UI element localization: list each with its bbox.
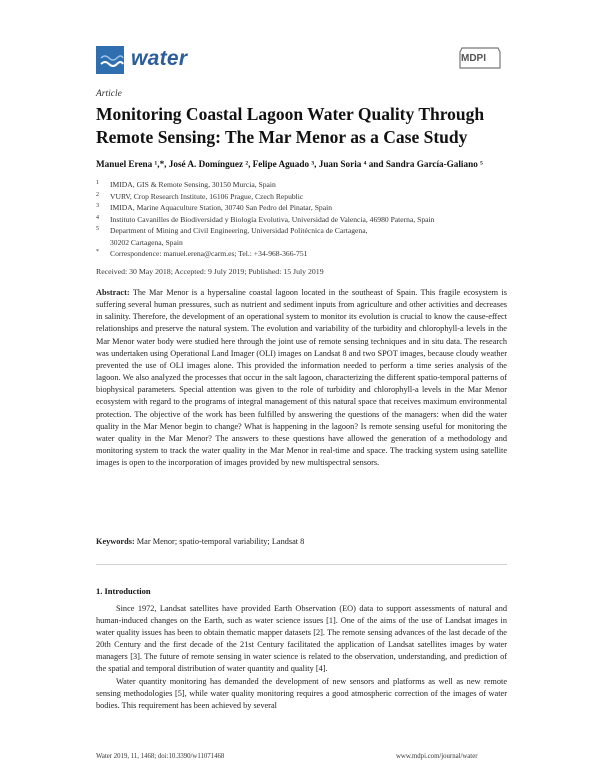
affiliation-text: VURV, Crop Research Institute, 16106 Prague, Czech Republic: [110, 191, 304, 201]
abstract-label: Abstract:: [96, 288, 130, 297]
section-divider: [96, 564, 507, 565]
affiliation-number: 4: [96, 214, 99, 221]
affiliation-number: 2: [96, 191, 99, 198]
publication-dates: Received: 30 May 2018; Accepted: 9 July 2019; Published: 15 July 2019: [96, 267, 324, 276]
affiliation-number: 1: [96, 180, 99, 186]
paragraph: Since 1972, Landsat satellites have provided Earth Observation (EO) data to support assessments of natural and human-induced changes on the Earth, such as water science issues [1]. One of the aims of the use of Landsat images in water quality issues has been to obtain thematic mapper datasets [2]. The remote sensing advances of the last decade of the 20th Century and the first decade of the 21st Century facilitated the application of Landsat satellites images by water managers [3]. The future of remote sensing in water science is related to the observation, understanding, and prediction of the spatial and temporal distribution of water quantity and quality [4].: [96, 604, 507, 674]
affiliation-text: Instituto Cavanilles de Biodiversidad y Biología Evolutiva, Universidad de Valencia, 46980 Paterna, Spain: [110, 214, 435, 224]
affiliation-number: 5: [96, 226, 99, 232]
affiliation-item: [96, 192, 303, 201]
introduction-body: [96, 603, 507, 712]
paper-title: Monitoring Coastal Lagoon Water Quality Through Remote Sensing: The Mar Menor as a Case Study: [96, 104, 485, 147]
footer-url[interactable]: www.mdpi.com/journal/water: [396, 753, 478, 760]
publisher-name: MDPI: [461, 53, 486, 64]
article-type: Article: [96, 89, 122, 99]
affiliation-text: IMIDA, Marine Aquaculture Station, 30740 San Pedro del Pinatar, Spain: [110, 203, 332, 212]
affiliation-text: Correspondence: manuel.erena@carm.es; Tel.: +34-968-366-751: [110, 249, 308, 258]
affiliation-text: 30202 Cartagena, Spain: [110, 237, 183, 247]
author-list: Manuel Erena ¹,*, José A. Domínguez ², Felipe Aguado ³, Juan Soria ⁴ and Sandra García-Galiano ⁵: [96, 159, 483, 169]
affiliation-number: *: [96, 249, 99, 255]
affiliation-item: [96, 180, 276, 189]
paragraph: Water quantity monitoring has demanded the development of new sensors and platforms as well as new remote sensing methodologies [5], while water quality monitoring requires a good atmospheric correction of the images of water bodies. This requirement has been achieved by several: [96, 676, 507, 710]
journal-logo-icon: [96, 46, 124, 74]
affiliation-number: 3: [96, 203, 99, 209]
section-heading: 1. Introduction: [96, 586, 151, 596]
affiliation-item: [96, 203, 332, 212]
keywords-label: Keywords:: [96, 537, 135, 546]
affiliation-item: [96, 238, 183, 247]
journal-name: water: [131, 47, 188, 70]
footer-citation: Water 2019, 11, 1468; doi:10.3390/w11071468: [96, 753, 225, 760]
abstract: [96, 287, 507, 469]
affiliation-item: [96, 226, 367, 235]
correspondence: [96, 249, 307, 258]
affiliation-item: [96, 215, 434, 224]
keywords: [96, 537, 304, 546]
affiliation-text: Department of Mining and Civil Engineering, Universidad Politécnica de Cartagena,: [110, 226, 368, 235]
affiliation-text: IMIDA, GIS & Remote Sensing, 30150 Murcia, Spain: [110, 180, 276, 189]
keywords-text: Mar Menor; spatio-temporal variability; Landsat 8: [136, 537, 305, 546]
abstract-text: The Mar Menor is a hypersaline coastal lagoon located in the southeast of Spain. This fragile ecosystem is suffering several human pressures, such as nutrient and sediment inputs from agriculture and other activities and decreases in salinity. Therefore, the development of an operational system to monitor its evolution is crucial to know the cause-effect relationships and preserve the natural system. The evolution and variability of the turbidity and chlorophyll-a levels in the Mar Menor water body were studied here through the joint use of remote sensing techniques and in situ data. The research was undertaken using Operational Land Imager (OLI) images on Landsat 8 and two SPOT images, because cloudy weather prevented the use of OLI images alone. This provided the information needed to perform a time series analysis of the lagoon. We also analyzed the processes that occur in the salt lagoon, characterizing the different spatio-temporal patterns of biophysical parameters. Special attention was given to the role of turbidity and chlorophyll-a levels in the Mar Menor ecosystem with regard to the programs of integral management of this natural space that receives maximum environmental protection. The objective of the work has been fulfilled by answering the questions of the managers: when did the water quality in the Mar Menor begin to change? What is happening in the lagoon? Is remote sensing useful for monitoring the water quality in the Mar Menor? The answers to these questions have allowed the generation of a methodology and monitoring system to track the water quality in the Mar Menor in real-time and space. The tracking system using satellite images is open to the incorporation of images provided by new multispectral sensors.: [96, 288, 507, 468]
